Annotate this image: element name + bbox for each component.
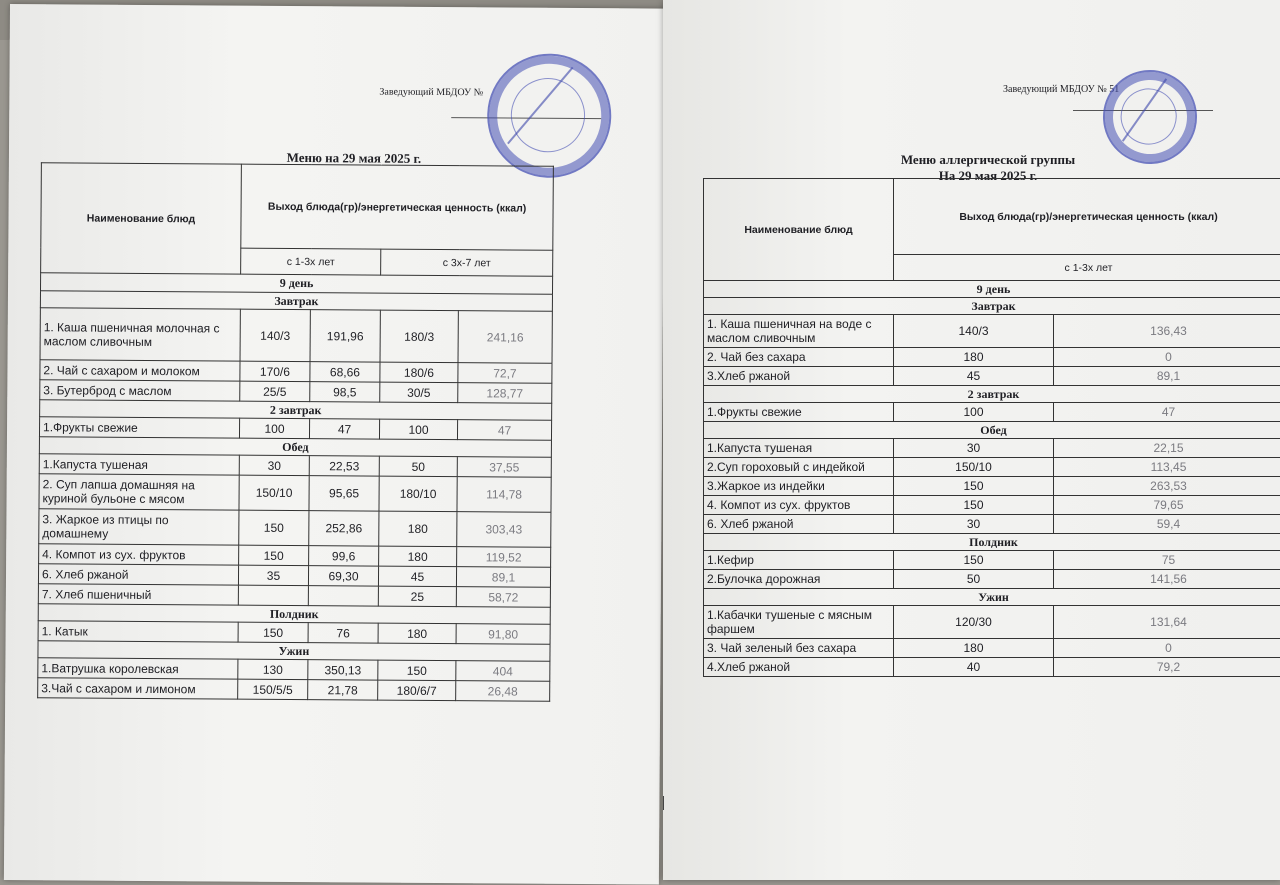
director-signature-line: Заведующий МБДОУ № (379, 87, 483, 99)
dish-name: 1.Ватрушка королевская (38, 658, 238, 679)
left-menu-table (37, 162, 554, 702)
age-1-3-header: с 1-3х лет (241, 248, 381, 275)
dish-name: 2.Суп гороховый с индейкой (704, 458, 894, 477)
kcal-3-7: 119,52 (457, 547, 551, 568)
portion-1-3: 150 (894, 477, 1054, 496)
dish-name: 2.Булочка дорожная (704, 570, 894, 589)
menu-row (704, 439, 1280, 458)
kcal-1-3: 113,45 (1054, 458, 1280, 477)
section-row (704, 589, 1280, 606)
dish-name: 4.Хлеб ржаной (704, 658, 894, 677)
meal-section-title: Обед (39, 437, 551, 458)
left-menu-title: Меню на 29 мая 2025 г. (209, 149, 499, 167)
kcal-1-3: 0 (1054, 348, 1280, 367)
kcal-1-3: 22,53 (309, 456, 379, 476)
portion-3-7: 180/6/7 (378, 680, 456, 701)
portion-1-3: 35 (238, 565, 308, 585)
portion-3-7: 45 (378, 566, 456, 587)
portion-3-7: 180/6 (380, 362, 458, 383)
kcal-1-3: 263,53 (1054, 477, 1280, 496)
day-label: 9 день (704, 281, 1280, 298)
portion-1-3: 100 (239, 418, 309, 438)
portion-1-3: 45 (894, 367, 1054, 386)
portion-3-7: 180 (379, 511, 457, 547)
dish-name: 3.Чай с сахаром и лимоном (38, 678, 238, 699)
portion-1-3: 140/3 (240, 309, 310, 361)
kcal-3-7: 404 (456, 661, 550, 682)
menu-row (704, 606, 1280, 639)
menu-row (704, 367, 1280, 386)
dish-name: 6. Хлеб ржаной (704, 515, 894, 534)
meal-section-title: Полдник (38, 604, 550, 625)
portion-3-7: 25 (378, 586, 456, 607)
right-menu-title: Меню аллергической группы (863, 152, 1113, 168)
dish-name: 2. Суп лапша домашняя на куриной бульоне с мясом (39, 474, 239, 510)
kcal-3-7: 128,77 (458, 383, 552, 404)
section-row (704, 298, 1280, 315)
kcal-3-7: 91,80 (456, 624, 550, 645)
menu-row (704, 570, 1280, 589)
pencil-mark (663, 796, 664, 810)
kcal-1-3: 75 (1054, 551, 1280, 570)
portion-1-3: 30 (239, 455, 309, 475)
dish-name: 3. Бутерброд с маслом (40, 380, 240, 401)
menu-row (704, 515, 1280, 534)
dish-name: 3.Жаркое из индейки (704, 477, 894, 496)
right-menu-date: На 29 мая 2025 г. (863, 168, 1113, 184)
dish-name: 1. Каша пшеничная молочная с маслом сливочным (40, 308, 240, 361)
section-row (704, 386, 1280, 403)
portion-1-3: 50 (894, 570, 1054, 589)
portion-1-3: 170/6 (240, 361, 310, 381)
meal-section-title: Ужин (704, 589, 1280, 606)
day-row (704, 281, 1280, 298)
menu-row (39, 474, 551, 513)
header-row (704, 179, 1280, 255)
left-menu-sheet (4, 4, 665, 885)
portion-3-7: 50 (379, 456, 457, 477)
day-label: 9 день (40, 273, 552, 295)
output-header: Выход блюда(гр)/энергетическая ценность (ккал) (241, 164, 554, 250)
menu-row (40, 308, 552, 364)
meal-section-title: Завтрак (704, 298, 1280, 315)
portion-3-7: 30/5 (380, 382, 458, 403)
portion-1-3: 150/10 (894, 458, 1054, 477)
menu-row (704, 551, 1280, 570)
dish-name: 3. Чай зеленый без сахара (704, 639, 894, 658)
kcal-1-3: 79,65 (1054, 496, 1280, 515)
kcal-1-3: 0 (1054, 639, 1280, 658)
portion-3-7: 180 (378, 623, 456, 644)
kcal-3-7: 241,16 (458, 311, 552, 364)
output-header: Выход блюда(гр)/энергетическая ценность (ккал) (894, 179, 1280, 255)
dish-name: 4. Компот из сух. фруктов (39, 544, 239, 565)
kcal-1-3: 252,86 (309, 511, 379, 546)
portion-3-7: 180/10 (379, 476, 457, 512)
kcal-1-3: 22,15 (1054, 439, 1280, 458)
menu-row (704, 403, 1280, 422)
portion-1-3 (238, 585, 308, 605)
header-row (41, 163, 554, 251)
portion-3-7: 150 (378, 660, 456, 681)
kcal-3-7: 303,43 (457, 512, 551, 548)
age-3-7-header: с 3х-7 лет (381, 249, 553, 276)
portion-1-3: 140/3 (894, 315, 1054, 348)
right-menu-sheet (663, 0, 1280, 880)
kcal-1-3: 68,66 (310, 362, 380, 382)
portion-3-7: 180/3 (380, 310, 458, 363)
menu-row (704, 477, 1280, 496)
portion-1-3: 150/5/5 (238, 679, 308, 699)
dish-name-header: Наименование блюд (704, 179, 894, 281)
kcal-1-3: 21,78 (308, 680, 378, 700)
portion-1-3: 180 (894, 348, 1054, 367)
kcal-3-7: 37,55 (457, 457, 551, 478)
meal-section-title: Завтрак (40, 291, 552, 312)
kcal-1-3: 76 (308, 623, 378, 643)
kcal-3-7: 26,48 (456, 681, 550, 702)
portion-3-7: 180 (379, 546, 457, 567)
kcal-1-3: 47 (309, 419, 379, 439)
portion-1-3: 150 (894, 551, 1054, 570)
dish-name: 1.Фрукты свежие (39, 417, 239, 438)
right-menu-table (703, 178, 1280, 677)
kcal-1-3: 191,96 (310, 310, 380, 362)
portion-1-3: 120/30 (894, 606, 1054, 639)
kcal-1-3: 79,2 (1054, 658, 1280, 677)
kcal-3-7: 47 (457, 420, 551, 441)
director-signature-line-right: Заведующий МБДОУ № 51 (1003, 84, 1119, 95)
portion-1-3: 25/5 (240, 381, 310, 401)
dish-name: 1.Капуста тушеная (704, 439, 894, 458)
portion-1-3: 100 (894, 403, 1054, 422)
portion-1-3: 30 (894, 515, 1054, 534)
kcal-1-3: 95,65 (309, 476, 379, 511)
kcal-1-3: 98,5 (310, 382, 380, 402)
menu-row (39, 509, 551, 548)
section-row (704, 422, 1280, 439)
portion-1-3: 180 (894, 639, 1054, 658)
portion-1-3: 150/10 (239, 475, 309, 510)
portion-1-3: 40 (894, 658, 1054, 677)
dish-name: 1. Каша пшеничная на воде с маслом сливочным (704, 315, 894, 348)
dish-name: 1.Фрукты свежие (704, 403, 894, 422)
menu-row (704, 348, 1280, 367)
dish-name: 2. Чай без сахара (704, 348, 894, 367)
portion-3-7: 100 (379, 419, 457, 440)
dish-name: 1.Кабачки тушеные с мясным фаршем (704, 606, 894, 639)
portion-1-3: 130 (238, 659, 308, 679)
menu-row (704, 639, 1280, 658)
dish-name: 7. Хлеб пшеничный (38, 584, 238, 605)
kcal-1-3: 350,13 (308, 660, 378, 680)
dish-name: 6. Хлеб ржаной (38, 564, 238, 585)
section-row (704, 534, 1280, 551)
kcal-1-3: 89,1 (1054, 367, 1280, 386)
kcal-3-7: 114,78 (457, 477, 551, 513)
portion-1-3: 150 (238, 622, 308, 642)
meal-section-title: 2 завтрак (704, 386, 1280, 403)
dish-name: 1. Катык (38, 621, 238, 642)
kcal-1-3: 47 (1054, 403, 1280, 422)
meal-section-title: Обед (704, 422, 1280, 439)
dish-name: 1.Кефир (704, 551, 894, 570)
dish-name: 2. Чай с сахаром и молоком (40, 360, 240, 381)
menu-row (704, 458, 1280, 477)
menu-row (704, 315, 1280, 348)
dish-name-header: Наименование блюд (41, 163, 242, 274)
portion-1-3: 150 (239, 545, 309, 565)
kcal-1-3: 59,4 (1054, 515, 1280, 534)
kcal-3-7: 89,1 (456, 567, 550, 588)
menu-row (704, 496, 1280, 515)
kcal-1-3: 99,6 (309, 546, 379, 566)
portion-1-3: 150 (239, 510, 309, 545)
dish-name: 3. Жаркое из птицы по домашнему (39, 509, 239, 545)
meal-section-title: Полдник (704, 534, 1280, 551)
kcal-1-3: 131,64 (1054, 606, 1280, 639)
dish-name: 4. Компот из сух. фруктов (704, 496, 894, 515)
kcal-1-3: 69,30 (308, 566, 378, 586)
portion-1-3: 150 (894, 496, 1054, 515)
dish-name: 1.Капуста тушеная (39, 454, 239, 475)
menu-row (704, 658, 1280, 677)
kcal-1-3: 136,43 (1054, 315, 1280, 348)
menu-row (38, 678, 550, 702)
kcal-3-7: 58,72 (456, 587, 550, 608)
age-1-3-header: с 1-3х лет (894, 255, 1280, 281)
dish-name: 3.Хлеб ржаной (704, 367, 894, 386)
kcal-3-7: 72,7 (458, 363, 552, 384)
kcal-1-3: 141,56 (1054, 570, 1280, 589)
meal-section-title: Ужин (38, 641, 550, 662)
meal-section-title: 2 завтрак (40, 400, 552, 421)
kcal-1-3 (308, 586, 378, 606)
portion-1-3: 30 (894, 439, 1054, 458)
